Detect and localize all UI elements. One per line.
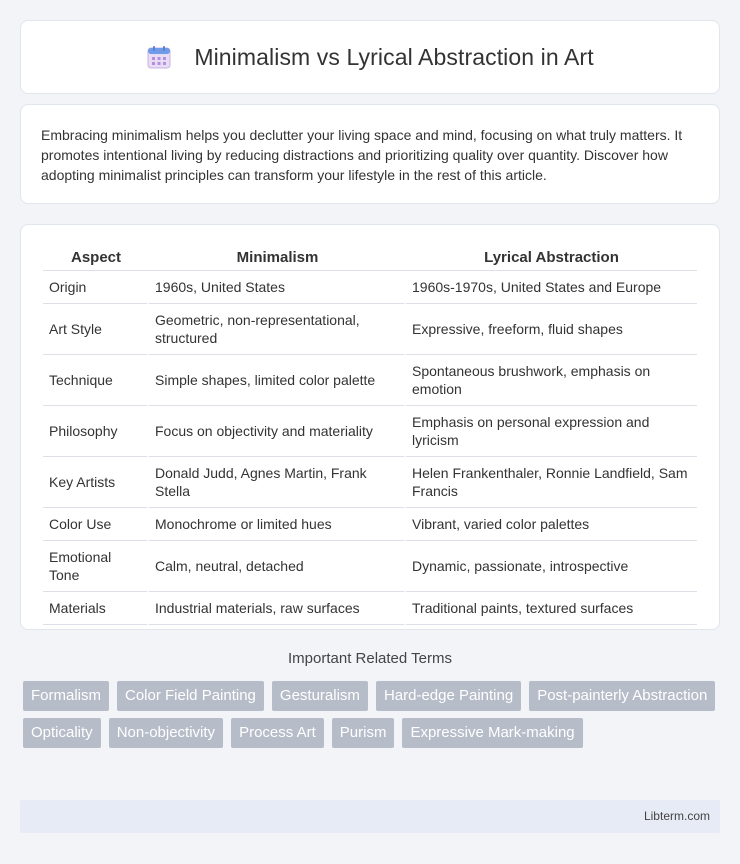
cell-minimalism: Donald Judd, Agnes Martin, Frank Stella	[149, 457, 406, 508]
intro-text: Embracing minimalism helps you declutter your living space and mind, focusing on what truly matters. It promotes intentional living by reducing distractions and prioritizing quality over quantity. Discover how adopting minimalist principles can transform your lifestyle in the rest of this article.	[41, 127, 683, 183]
related-terms-tags	[23, 681, 723, 748]
header-lyrical-abstraction: Lyrical Abstraction	[406, 243, 697, 271]
tag-post-painterly-abstraction[interactable]: Post-painterly Abstraction	[529, 681, 715, 711]
comparison-table-card	[20, 224, 720, 630]
header-minimalism: Minimalism	[149, 243, 406, 271]
cell-lyrical: Vibrant, varied color palettes	[406, 508, 697, 541]
cell-lyrical: Expressive, freeform, fluid shapes	[406, 304, 697, 355]
tag-formalism[interactable]: Formalism	[23, 681, 109, 711]
table-row	[43, 457, 697, 508]
cell-aspect: Art Style	[43, 304, 149, 355]
cell-aspect: Key Artists	[43, 457, 149, 508]
cell-aspect: Materials	[43, 592, 149, 625]
intro-card	[20, 104, 720, 204]
cell-aspect: Philosophy	[43, 406, 149, 457]
page-title: Minimalism vs Lyrical Abstraction in Art	[194, 43, 594, 70]
header-card	[20, 20, 720, 94]
table-row	[43, 355, 697, 406]
cell-lyrical: Traditional paints, textured surfaces	[406, 592, 697, 625]
tag-hard-edge-painting[interactable]: Hard-edge Painting	[376, 681, 521, 711]
cell-lyrical: Emphasis on personal expression and lyricism	[406, 406, 697, 457]
table-header-row	[43, 243, 697, 271]
cell-aspect: Origin	[43, 271, 149, 304]
tag-process-art[interactable]: Process Art	[231, 718, 324, 748]
table-row	[43, 304, 697, 355]
cell-lyrical: Spontaneous brushwork, emphasis on emotion	[406, 355, 697, 406]
tag-expressive-mark-making[interactable]: Expressive Mark-making	[402, 718, 582, 748]
table-row	[43, 541, 697, 592]
tag-gesturalism[interactable]: Gesturalism	[272, 681, 368, 711]
cell-minimalism: Focus on objectivity and materiality	[149, 406, 406, 457]
cell-lyrical: 1960s-1970s, United States and Europe	[406, 271, 697, 304]
tag-non-objectivity[interactable]: Non-objectivity	[109, 718, 223, 748]
calendar-icon	[146, 44, 172, 70]
cell-aspect: Technique	[43, 355, 149, 406]
cell-aspect: Color Use	[43, 508, 149, 541]
table-row	[43, 271, 697, 304]
table-row	[43, 508, 697, 541]
cell-minimalism: Geometric, non-representational, structured	[149, 304, 406, 355]
cell-minimalism: Industrial materials, raw surfaces	[149, 592, 406, 625]
cell-minimalism: Calm, neutral, detached	[149, 541, 406, 592]
tag-opticality[interactable]: Opticality	[23, 718, 101, 748]
cell-lyrical: Dynamic, passionate, introspective	[406, 541, 697, 592]
cell-minimalism: 1960s, United States	[149, 271, 406, 304]
footer	[20, 800, 720, 833]
cell-minimalism: Monochrome or limited hues	[149, 508, 406, 541]
cell-lyrical: Helen Frankenthaler, Ronnie Landfield, Sam Francis	[406, 457, 697, 508]
tag-color-field-painting[interactable]: Color Field Painting	[117, 681, 264, 711]
cell-minimalism: Simple shapes, limited color palette	[149, 355, 406, 406]
related-terms-title: Important Related Terms	[288, 650, 452, 667]
comparison-table	[43, 243, 697, 625]
cell-aspect: Emotional Tone	[43, 541, 149, 592]
table-row	[43, 592, 697, 625]
table-row	[43, 406, 697, 457]
tag-purism[interactable]: Purism	[332, 718, 395, 748]
header-aspect: Aspect	[43, 243, 149, 271]
footer-site-link[interactable]: Libterm.com	[643, 809, 710, 823]
